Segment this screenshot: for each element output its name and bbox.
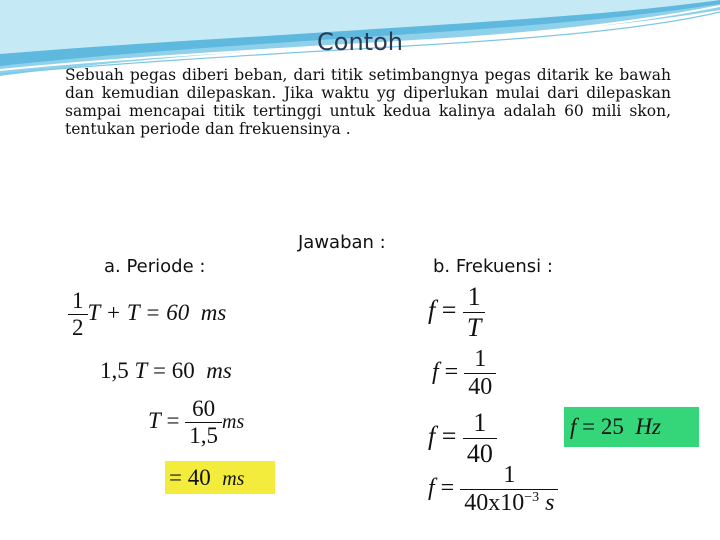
- unit: ms: [206, 358, 232, 383]
- denominator: [463, 312, 485, 343]
- denominator-exponent: −3: [524, 490, 540, 505]
- fraction: [460, 462, 558, 517]
- result-value: = 40: [169, 465, 211, 490]
- variable: f: [428, 421, 436, 451]
- unit: ms: [222, 468, 245, 490]
- numerator: 1: [473, 408, 487, 437]
- result-value: = 25: [582, 414, 624, 439]
- frekuensi-eq4: [428, 462, 558, 517]
- denominator: 40: [463, 438, 497, 469]
- unit: Hz: [635, 414, 661, 439]
- denominator: 1,5: [185, 422, 222, 449]
- unit: ms: [200, 299, 227, 325]
- numerator: 1: [503, 462, 516, 488]
- fraction: [185, 396, 222, 449]
- numerator: 1: [467, 282, 481, 311]
- part-a-label: a. Periode :: [104, 256, 206, 277]
- fraction: [68, 288, 88, 341]
- unit: ms: [222, 410, 245, 433]
- answer-label: Jawaban :: [298, 232, 386, 253]
- denominator-base: 40x10: [464, 490, 525, 516]
- part-b-label: b. Frekuensi :: [433, 256, 553, 277]
- periode-eq2: [100, 358, 232, 384]
- frekuensi-result: [564, 407, 699, 447]
- denominator: 2: [68, 314, 88, 341]
- denominator-unit: s: [545, 490, 555, 516]
- slide-title: Contoh: [317, 28, 403, 56]
- frekuensi-eq3: [428, 408, 497, 469]
- variable: f: [432, 359, 439, 386]
- variable: f: [428, 475, 435, 502]
- frekuensi-eq1: [428, 282, 485, 343]
- equals: =: [441, 295, 457, 325]
- denominator: [460, 489, 558, 517]
- fraction: [464, 346, 496, 401]
- problem-text: Sebuah pegas diberi beban, dari titik setimbangnya pegas ditarik ke bawah dan kemudian dilepaskan. Jika waktu yg diperlukan mulai dari dilepaskan sampai mencapai titik tertinggi untuk kedua kalinya adalah 60 mili skon, tentukan periode dan frekuensinya .: [65, 66, 671, 138]
- numerator: 1: [72, 288, 84, 313]
- frekuensi-eq2: [432, 346, 496, 401]
- periode-eq1: [68, 288, 226, 341]
- variable: T: [148, 407, 161, 433]
- equals: =: [441, 421, 457, 451]
- fraction: [463, 282, 485, 343]
- periode-result: [165, 461, 275, 494]
- numerator: 60: [192, 396, 216, 421]
- denominator: 40: [464, 373, 496, 401]
- periode-eq3: [148, 396, 244, 449]
- equals: =: [166, 407, 180, 433]
- coefficient: 1,5: [100, 358, 129, 383]
- variable: T: [134, 358, 148, 383]
- equals: =: [440, 475, 455, 502]
- numerator: 1: [474, 346, 487, 372]
- variable: f: [428, 295, 436, 325]
- equals: =: [444, 359, 459, 386]
- variable: f: [570, 414, 577, 439]
- denominator-var: T: [466, 313, 482, 342]
- rhs: = 60: [153, 358, 195, 383]
- fraction: [463, 408, 497, 469]
- equation-text: T + T = 60: [87, 299, 190, 325]
